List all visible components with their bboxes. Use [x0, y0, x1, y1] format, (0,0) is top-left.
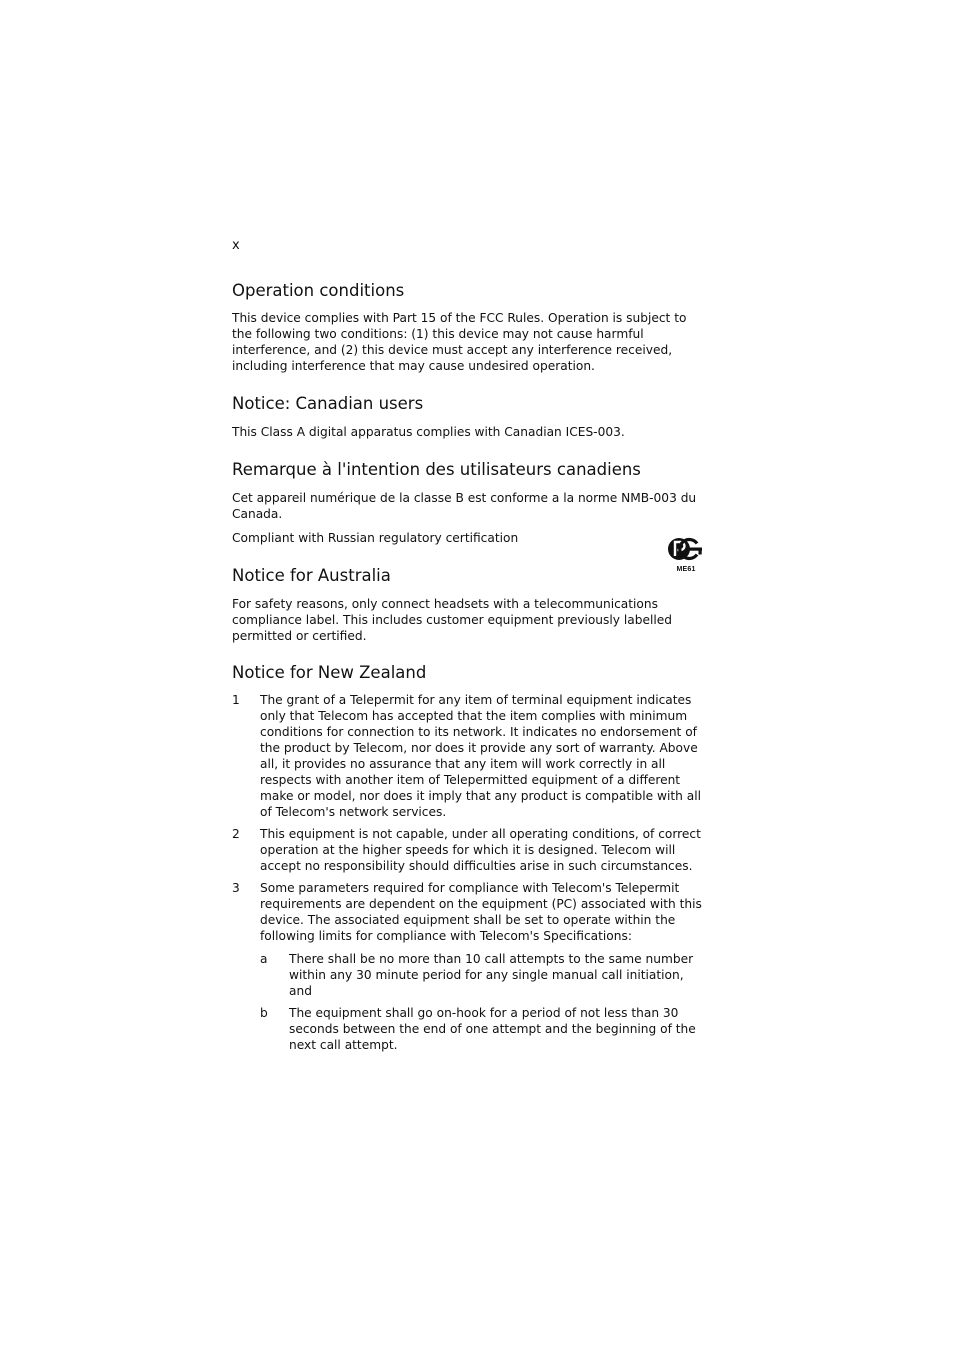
certification-code: ME61	[676, 566, 696, 573]
heading-remarque-canadiens: Remarque à l'intention des utilisateurs canadiens	[232, 460, 641, 479]
heading-canadian-users: Notice: Canadian users	[232, 394, 424, 413]
paragraph-russian-certification: Compliant with Russian regulatory certification	[232, 531, 519, 545]
sub-list-item-letter: b	[260, 1006, 268, 1020]
new-zealand-list	[232, 692, 708, 1059]
paragraph-operation-conditions: This device complies with Part 15 of the FCC Rules. Operation is subject to the following two conditions: (1) this device may not cause harmful interference, and (2) this device must accept any interference received, including interference that may cause undesired operation.	[232, 311, 687, 373]
list-item-text: The grant of a Telepermit for any item of terminal equipment indicates only that Telecom has accepted that the item complies with minimum conditions for connection to its network. It indicates no endorsement of the product by Telecom, nor does it provide any sort of warranty. Above all, it provides no assurance that any item will work correctly in all respects with another item of Telepermitted equipment of a different make or model, nor does it imply that any product is compatible with all of Telecom's network services.	[260, 693, 701, 819]
sub-list-item-text: The equipment shall go on-hook for a period of not less than 30 seconds between the end of one attempt and the beginning of the next call attempt.	[289, 1006, 696, 1052]
pct-certification-mark	[667, 535, 705, 577]
list-item-number: 2	[232, 827, 240, 841]
list-item-number: 3	[232, 881, 240, 895]
pct-certification-icon	[667, 535, 703, 565]
paragraph-remarque-canadiens: Cet appareil numérique de la classe B est conforme a la norme NMB-003 du Canada.	[232, 491, 697, 521]
list-item-number: 1	[232, 693, 240, 707]
list-item	[232, 826, 708, 874]
list-item-text: Some parameters required for compliance with Telecom's Telepermit requirements are dependent on the equipment (PC) associated with this device. The associated equipment shall be set to operate within the following limits for compliance with Telecom's Specifications:	[260, 881, 702, 943]
paragraph-notice-australia: For safety reasons, only connect headsets with a telecommunications compliance label. This includes customer equipment previously labelled permitted or certified.	[232, 597, 672, 643]
list-item	[232, 880, 708, 1053]
sub-list-item-text: There shall be no more than 10 call attempts to the same number within any 30 minute period for any single manual call initiation, and	[289, 952, 694, 998]
heading-notice-australia: Notice for Australia	[232, 566, 391, 585]
sub-list-item	[260, 1005, 708, 1053]
list-item-text: This equipment is not capable, under all operating conditions, of correct operation at the higher speeds for which it is designed. Telecom will accept no responsibility should difficulties arise in such circumstances.	[260, 827, 701, 873]
page-number: x	[232, 238, 240, 253]
heading-notice-new-zealand: Notice for New Zealand	[232, 663, 427, 682]
heading-operation-conditions: Operation conditions	[232, 281, 405, 300]
sub-list-item	[260, 951, 708, 999]
paragraph-canadian-users: This Class A digital apparatus complies with Canadian ICES-003.	[232, 425, 625, 439]
sub-list-item-letter: a	[260, 952, 268, 966]
sub-list	[260, 951, 708, 1053]
list-item	[232, 692, 708, 820]
